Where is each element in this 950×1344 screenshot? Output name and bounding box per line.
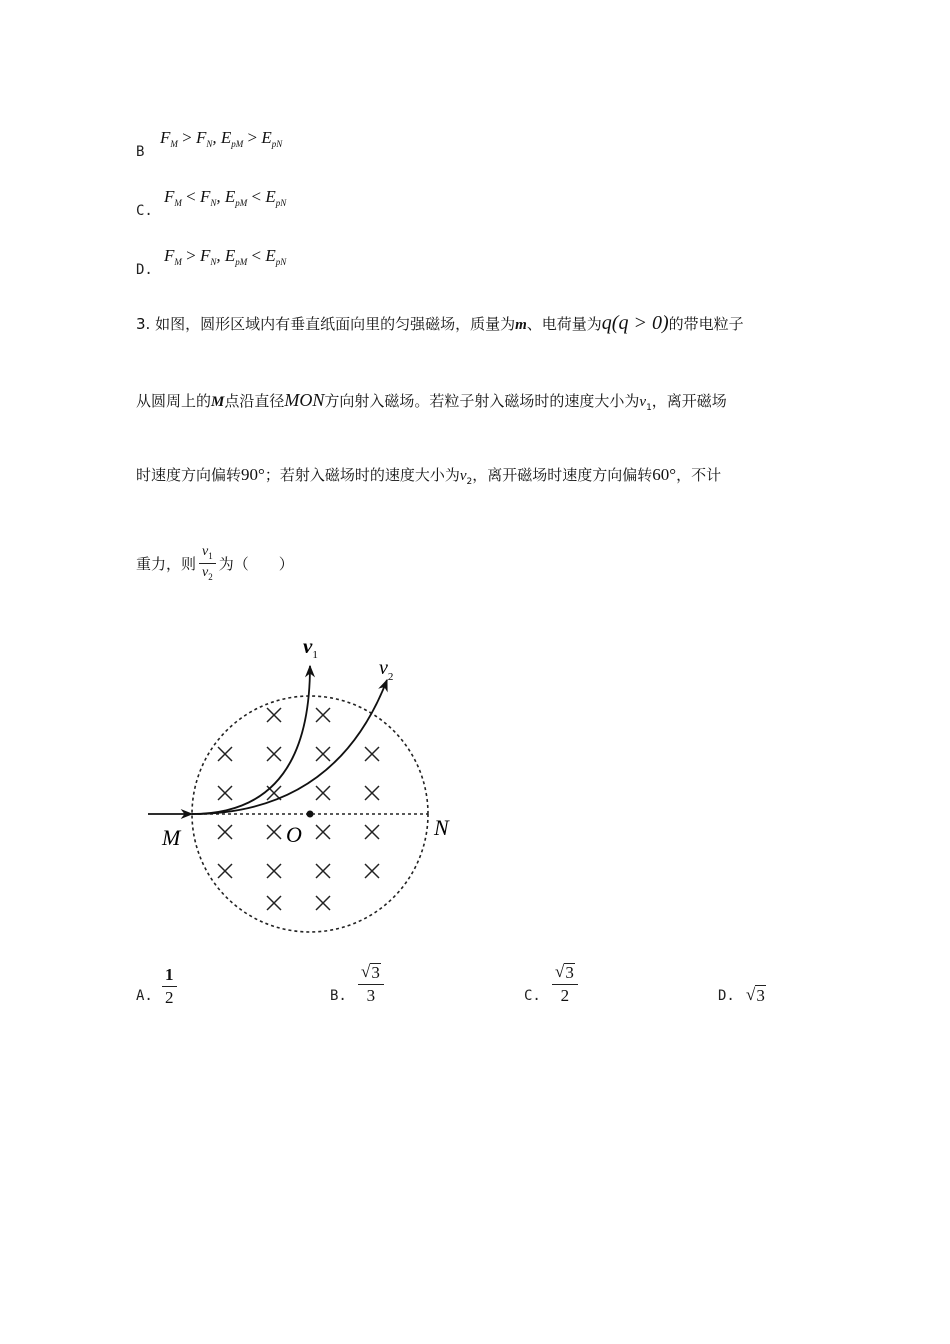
option-formula: $F_M > F_N$, $E_{pM} < E_{pN}$ [164, 246, 287, 267]
field-cross-icon [267, 864, 281, 878]
field-cross-icon [365, 864, 379, 878]
answer-value: $\frac{1}{2}$ [162, 966, 177, 1007]
label-v2: $v_2$ [379, 657, 394, 683]
answer-value: √ 3 2 [552, 963, 578, 1005]
field-cross-icon [218, 825, 232, 839]
center-point [307, 811, 314, 818]
field-cross-icon [316, 825, 330, 839]
field-cross-icon [316, 786, 330, 800]
option-formula: $F_M > F_N$, $E_{pM} > E_{pN}$ [160, 128, 283, 149]
field-cross-icon [316, 864, 330, 878]
field-cross-icon [316, 896, 330, 910]
answer-label: B. [330, 988, 347, 1004]
magnetic-field-diagram [140, 630, 480, 950]
field-cross-icon [316, 747, 330, 761]
field-cross-icon [316, 708, 330, 722]
question-line-2: 从圆周上的M点沿直径MON方向射入磁场。若粒子射入磁场时的速度大小为$v_1$，离开磁场 [136, 390, 727, 413]
field-cross-icon [267, 708, 281, 722]
field-cross-icon [218, 786, 232, 800]
field-cross-icon [267, 825, 281, 839]
question-line-4: 重力，则 $\frac{v_1}{v_2}$ 为（ ） [136, 544, 294, 583]
option-label: D. [136, 262, 153, 278]
label-N: N [434, 815, 449, 840]
answer-value: √ 3 3 [358, 963, 384, 1005]
field-cross-icon [218, 864, 232, 878]
answer-label: D. [718, 988, 735, 1004]
answer-value: √ 3 [746, 985, 765, 1005]
field-cross-icon [365, 747, 379, 761]
label-M: M [162, 825, 181, 850]
label-O: O [286, 822, 302, 847]
field-cross-icon [267, 747, 281, 761]
field-cross-icon [365, 825, 379, 839]
trajectory-v2 [192, 680, 387, 814]
label-v1: $v_1$ [303, 634, 318, 661]
field-cross-icon [365, 786, 379, 800]
question-line-1: 3. 如图，圆形区域内有垂直纸面向里的匀强磁场，质量为m、电荷量为q(q > 0)的带电粒子 [136, 312, 744, 334]
velocity-ratio: $\frac{v_1}{v_2}$ [199, 545, 216, 583]
option-formula: $F_M < F_N$, $E_{pM} < E_{pN}$ [164, 187, 287, 208]
answer-label: A. [136, 988, 153, 1004]
field-cross-icon [218, 747, 232, 761]
answer-label: C. [524, 988, 541, 1004]
option-label: B [136, 144, 145, 160]
question-line-3: 时速度方向偏转90°；若射入磁场时的速度大小为$v_2$，离开磁场时速度方向偏转60°，不计 [136, 465, 722, 487]
option-label: C. [136, 203, 153, 219]
field-cross-icon [267, 896, 281, 910]
